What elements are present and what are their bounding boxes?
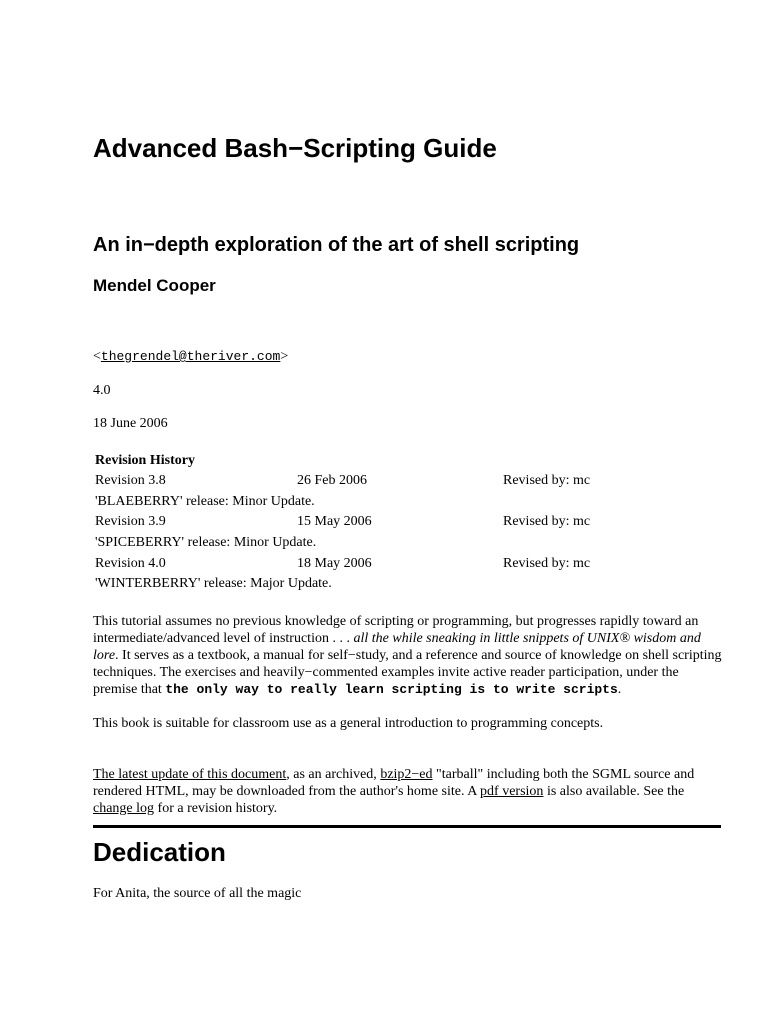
pdf-version-link[interactable]: pdf version xyxy=(480,784,544,799)
revision-number: Revision 3.9 xyxy=(95,514,166,530)
dedication-heading: Dedication xyxy=(93,837,226,867)
revision-row xyxy=(95,472,655,493)
latest-update-link[interactable]: The latest update of this document xyxy=(93,767,287,782)
revision-row xyxy=(95,513,655,534)
document-title: Advanced Bash−Scripting Guide xyxy=(93,133,497,163)
abstract-code: the only way to really learn scripting is to write scripts xyxy=(165,682,618,697)
download-text-2: "tarball" including both the SGML source and rendered HTML, may be downloaded from the author's home site. A xyxy=(93,767,695,799)
revision-number: Revision 4.0 xyxy=(95,555,166,571)
abstract xyxy=(93,613,723,698)
download-paragraph xyxy=(93,766,723,817)
download-text-1: , as an archived, xyxy=(286,767,381,782)
abstract-paragraph xyxy=(93,613,723,698)
revision-description: 'BLAEBERRY' release: Minor Update. xyxy=(95,493,315,509)
revision-number: Revision 3.8 xyxy=(95,473,166,488)
publication-date: 18 June 2006 xyxy=(93,416,168,431)
revision-author: Revised by: mc xyxy=(503,555,591,571)
revision-description: 'WINTERBERRY' release: Major Update. xyxy=(95,576,332,592)
dedication-text: For Anita, the source of all the magic xyxy=(93,886,302,901)
revision-row xyxy=(95,555,655,576)
revision-history-title: Revision History xyxy=(95,453,195,468)
revision-description: 'SPICEBERRY' release: Minor Update. xyxy=(95,535,317,551)
revision-date: 18 May 2006 xyxy=(297,555,372,571)
author-name: Mendel Cooper xyxy=(93,276,216,295)
author-email xyxy=(93,348,288,365)
revision-author: Revised by: mc xyxy=(503,514,591,530)
version-number: 4.0 xyxy=(93,383,111,398)
abstract-italic: all the while sneaking in little snippets of UNIX® wisdom and lore xyxy=(93,631,701,663)
download-text-4: for a revision history. xyxy=(154,801,278,816)
revision-date: 26 Feb 2006 xyxy=(297,473,367,488)
change-log-link[interactable]: change log xyxy=(93,801,155,816)
classroom-paragraph: This book is suitable for classroom use as a general introduction to programming concepts. xyxy=(93,716,604,731)
revision-author: Revised by: mc xyxy=(503,473,591,488)
document-subtitle: An in−depth exploration of the art of shell scripting xyxy=(93,234,580,256)
bzip2-link[interactable]: bzip2−ed xyxy=(380,767,433,782)
abstract-text-3: . xyxy=(617,682,622,697)
download-text-3: is also available. See the xyxy=(543,784,685,799)
revision-history xyxy=(95,452,655,596)
revision-date: 15 May 2006 xyxy=(297,514,372,530)
section-divider xyxy=(93,825,721,828)
email-open-bracket: < xyxy=(93,349,101,364)
email-close-bracket: > xyxy=(280,349,289,364)
email-link[interactable]: thegrendel@theriver.com xyxy=(100,349,281,364)
abstract-text-2: . It serves as a textbook, a manual for self−study, and a reference and source of knowledge on shell scripting techniques. The exercises and heavily−commented examples invite active reader participation, under the premise that xyxy=(93,648,722,697)
abstract-text-1: This tutorial assumes no previous knowledge of scripting or programming, but progresses rapidly toward an intermediate/advanced level of instruction . . . xyxy=(93,614,699,646)
